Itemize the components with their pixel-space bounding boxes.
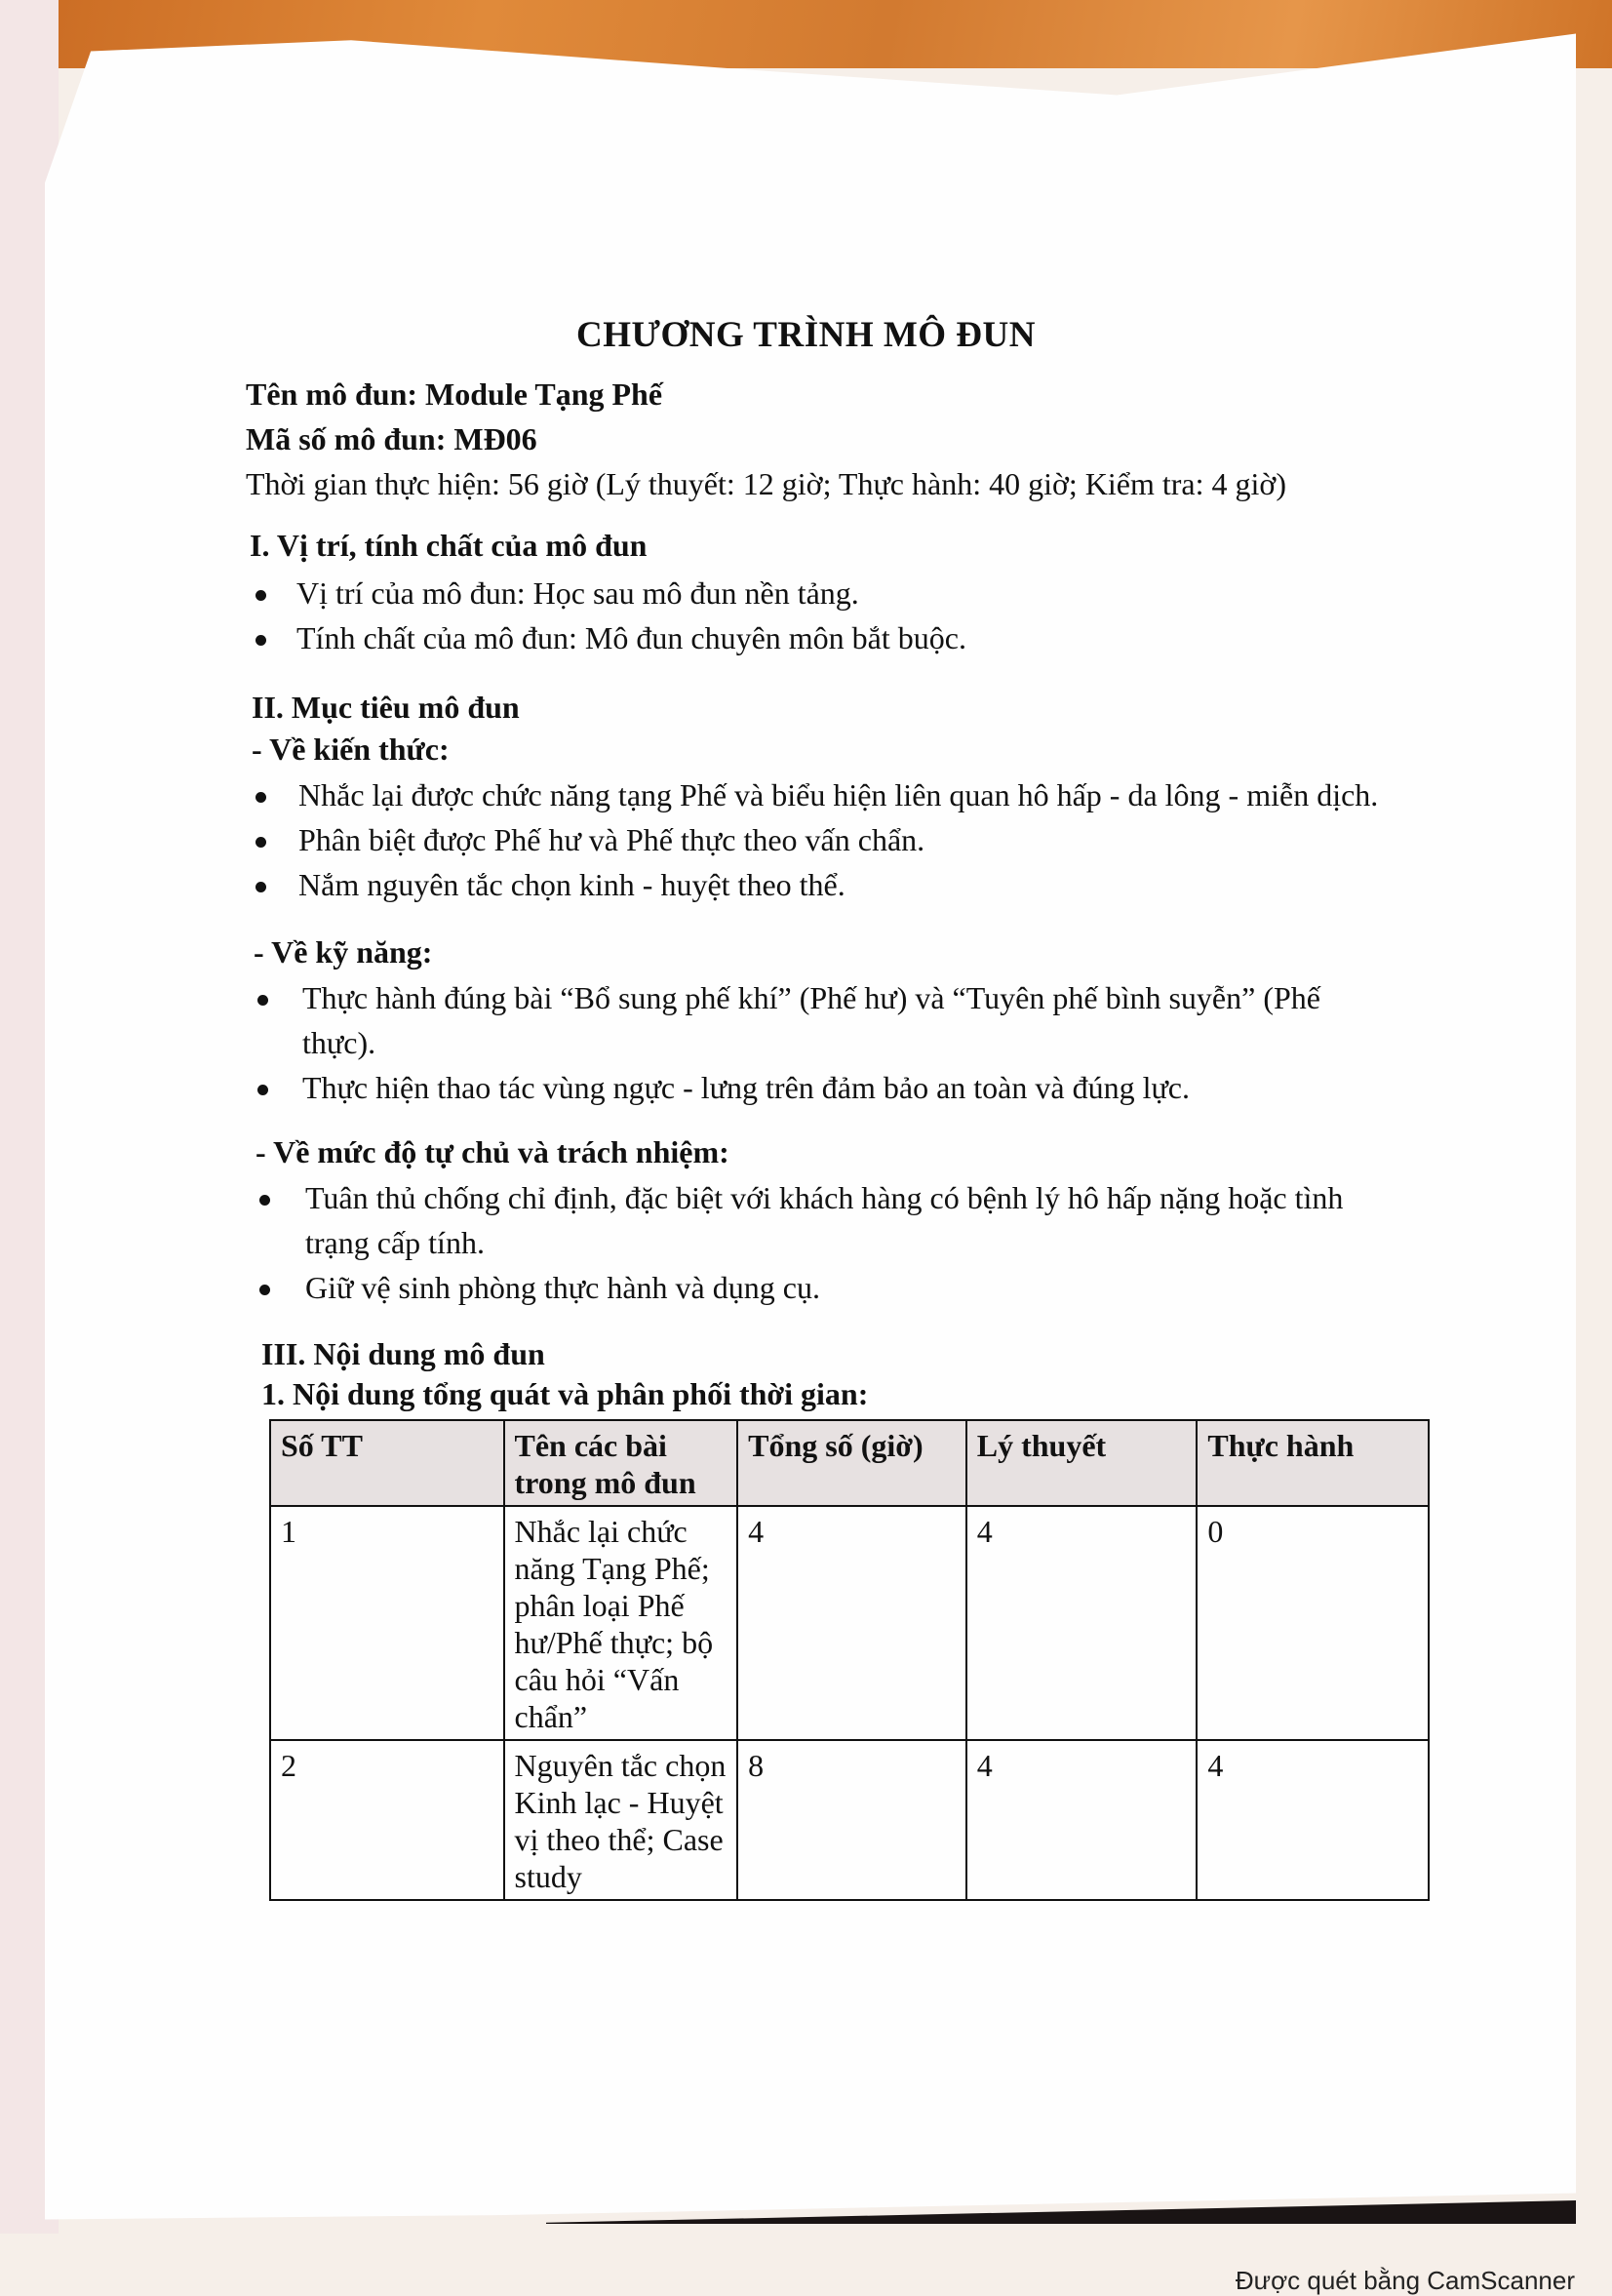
table-cell: 4	[966, 1740, 1198, 1900]
bullet-icon	[256, 590, 266, 601]
section-1-heading: I. Vị trí, tính chất của mô đun	[250, 528, 648, 563]
table-cell: Nhắc lại chức năng Tạng Phế; phân loại Phế hư/Phế thực; bộ câu hỏi “Vấn chẩn”	[504, 1506, 738, 1740]
module-duration: Thời gian thực hiện: 56 giờ (Lý thuyết: 12 giờ; Thực hành: 40 giờ; Kiểm tra: 4 giờ)	[246, 466, 1286, 501]
camscanner-watermark: Được quét bằng CamScanner	[1235, 2266, 1575, 2295]
table-cell: Nguyên tắc chọn Kinh lạc - Huyệt vị theo thể; Case study	[504, 1740, 738, 1900]
document-title: CHƯƠNG TRÌNH MÔ ĐUN	[576, 315, 1036, 355]
knowledge-heading: - Về kiến thức:	[252, 732, 450, 767]
section-3-subheading: 1. Nội dung tổng quát và phân phối thời gian:	[261, 1376, 869, 1411]
bullet-icon	[256, 635, 266, 646]
header-cell: Tên các bài trong mô đun	[504, 1420, 738, 1506]
module-code: Mã số mô đun: MĐ06	[246, 421, 537, 456]
skills-heading: - Về kỹ năng:	[254, 934, 433, 970]
bullet-icon	[256, 792, 266, 803]
bullet-icon	[257, 1085, 268, 1095]
autonomy-heading: - Về mức độ tự chủ và trách nhiệm:	[256, 1134, 729, 1169]
bullet-icon	[257, 995, 268, 1006]
header-cell: Số TT	[270, 1420, 504, 1506]
table-row	[270, 1740, 1429, 1900]
header-cell: Lý thuyết	[966, 1420, 1198, 1506]
bullet-icon	[259, 1195, 270, 1206]
bullet-icon	[259, 1285, 270, 1295]
table-cell: 4	[1197, 1740, 1429, 1900]
table-cell: 0	[1197, 1506, 1429, 1740]
table-cell: 2	[270, 1740, 504, 1900]
table-header-row	[270, 1420, 1429, 1506]
module-name: Tên mô đun: Module Tạng Phế	[246, 376, 663, 412]
header-cell: Thực hành	[1197, 1420, 1429, 1506]
table-cell: 1	[270, 1506, 504, 1740]
table-cell: 4	[966, 1506, 1198, 1740]
bullet-icon	[256, 837, 266, 848]
time-distribution-table	[269, 1419, 1430, 1901]
table-cell: 4	[737, 1506, 966, 1740]
bullet-icon	[256, 882, 266, 892]
header-cell: Tổng số (giờ)	[737, 1420, 966, 1506]
section-3-heading: III. Nội dung mô đun	[261, 1336, 545, 1371]
table-row	[270, 1506, 1429, 1740]
table-cell: 8	[737, 1740, 966, 1900]
document-content: CHƯƠNG TRÌNH MÔ ĐUN Tên mô đun: Module Tạng Phế Mã số mô đun: MĐ06 Thời gian thực hiện: 56 giờ (Lý thuyết: 12 giờ; Thực hành: 40 giờ; Kiểm tra: 4 giờ) I. Vị trí, tính chất của mô đun Vị trí của mô đun: Học sau mô đun nền tảng. Tính chất của mô đun: Mô đun chuyên môn bắt buộc. II. Mục tiêu mô đun - Về kiến thức: Nhắc lại được chức năng tạng Phế và biểu hiện liên quan hô hấp - da lông - miễn dịch. Phân biệt được Phế hư và Phế thực theo vấn chẩn. Nắm nguyên tắc chọn kinh - huyệt theo thể. - Về kỹ năng: Thực hành đúng bài “Bổ sung phế khí” (Phế hư) và “Tuyên phế bình suyễn” (Phế thực). Thực hiện thao tác vùng ngực - lưng trên đảm bảo an toàn và đúng lực. - Về mức độ tự chủ và trách nhiệm: Tuân thủ chống chỉ định, đặc biệt với khách hàng có bệnh lý hô hấp nặng hoặc tình trạng cấp tính. Giữ vệ sinh phòng thực hành và dụng cụ. III. Nội dung mô đun 1. Nội dung tổng quát và phân phối thời gian: Số TT Tên các bài trong mô đun Tổng số (giờ) Lý thuyết Thực hành 1 Nhắc lại chức năng Tạng Phế; phân loại Phế hư/Phế thực; bộ câu hỏi “Vấn chẩn” 4 4 0 2 Nguyên tắc chọn Kinh lạc - Huyệt vị theo thể; Case study 8 4 4	[0, 0, 1612, 2281]
section-2-heading: II. Mục tiêu mô đun	[252, 690, 520, 725]
